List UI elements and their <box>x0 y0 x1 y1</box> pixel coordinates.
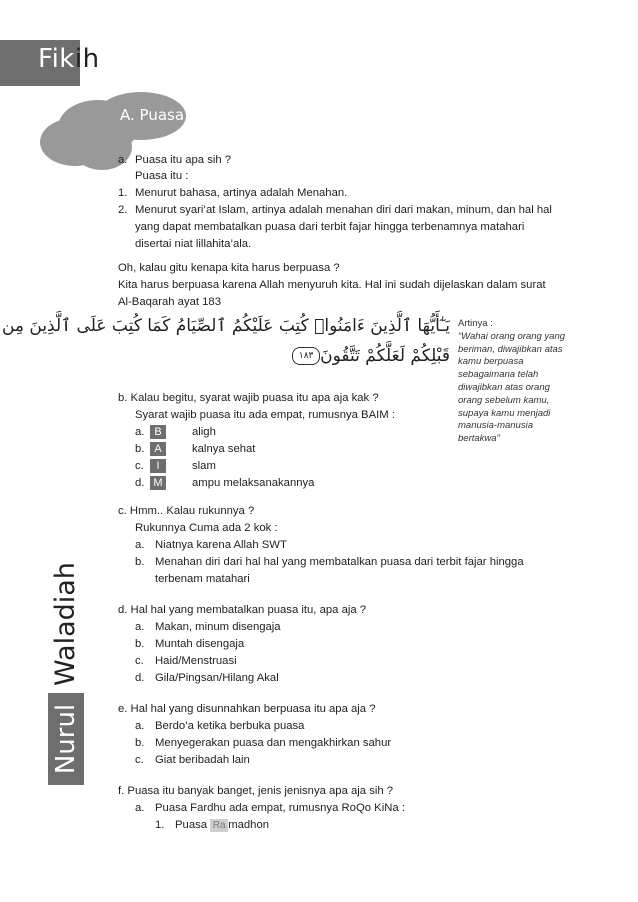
acronym-letter: M <box>150 476 166 490</box>
list-marker: 1. <box>155 819 165 831</box>
translation-line: beriman, diwajibkan atas <box>458 343 563 355</box>
question: e. Hal hal yang disunnahkan berpuasa itu apa aja ? <box>118 703 376 715</box>
list-item: Giat beribadah lain <box>155 754 250 766</box>
side-label-nurul: Nurul <box>51 703 81 775</box>
list-item: slam <box>192 460 216 472</box>
list-marker: a. <box>135 802 145 814</box>
translation-line: “Wahai orang orang yang <box>458 330 566 342</box>
verse-line-1: يَـٰٓأَيُّهَا ٱلَّذِينَ ءَامَنُوا۟ كُتِبَ عَلَيْكُمُ ٱلصِّيَامُ كَمَا كُتِبَ عَلَى ٱلَّذِينَ مِن <box>1 316 450 336</box>
list-item: disertai niat lillahita’ala. <box>135 238 252 250</box>
chapter-title <box>38 44 100 74</box>
list-marker: a. <box>135 720 145 732</box>
list-marker: b. <box>135 638 145 650</box>
list-item-prefix: Puasa <box>175 819 208 831</box>
paragraph-line: Kita harus berpuasa karena Allah menyuruh kita. Hal ini sudah dijelaskan dalam surat <box>118 279 546 291</box>
translation-note <box>458 318 593 446</box>
list-item: Muntah disengaja <box>155 638 245 650</box>
list-item: ampu melaksanakannya <box>192 477 315 489</box>
list-item: Menyegerakan puasa dan mengakhirkan sahur <box>155 737 392 749</box>
paragraph-line: Al-Baqarah ayat 183 <box>118 296 221 308</box>
question: d. Hal hal yang membatalkan puasa itu, apa aja ? <box>118 604 367 616</box>
translation-line: kamu berpuasa <box>458 356 524 368</box>
list-marker: a. <box>135 621 145 633</box>
list-marker: c. <box>135 655 144 667</box>
list-item: Puasa itu : <box>135 170 189 182</box>
list-marker: d. <box>135 672 145 684</box>
list-item: Berdo’a ketika berbuka puasa <box>155 720 305 732</box>
list-marker: 1. <box>118 187 128 199</box>
list-item: Makan, minum disengaja <box>155 621 281 633</box>
quran-verse <box>1 312 450 374</box>
acronym-letter: A <box>150 442 166 456</box>
list-marker: d. <box>135 477 145 489</box>
list-marker: 2. <box>118 204 128 216</box>
question: b. Kalau begitu, syarat wajib puasa itu apa aja kak ? <box>118 392 379 404</box>
list-item: aligh <box>192 426 216 438</box>
answer: Rukunnya Cuma ada 2 kok : <box>135 522 278 534</box>
translation-line: diwajibkan atas orang <box>458 381 550 393</box>
chapter-title-dark: ih <box>74 44 100 74</box>
section-title: A. Puasa <box>120 106 185 124</box>
paragraph-line: Oh, kalau gitu kenapa kita harus berpuasa ? <box>118 262 340 274</box>
list-marker: a. <box>135 426 145 438</box>
ayah-number: ١٨٣ <box>292 347 320 365</box>
answer: Syarat wajib puasa itu ada empat, rumusnya BAIM : <box>135 409 395 421</box>
side-label-waladiah: Waladiah <box>50 562 81 686</box>
list-item <box>175 817 269 833</box>
translation-line: sebagaimana telah <box>458 369 539 381</box>
list-item: Puasa itu apa sih ? <box>135 154 232 166</box>
list-item: Gila/Pingsan/Hilang Akal <box>155 672 279 684</box>
list-marker: b. <box>135 556 145 568</box>
verse-line-2-text: قَبْلِكُمْ لَعَلَّكُمْ تَتَّقُونَ <box>320 346 450 366</box>
answer: Puasa Fardhu ada empat, rumusnya RoQo KiNa : <box>155 802 405 814</box>
list-marker: a. <box>135 539 145 551</box>
translation-line: orang sebelum kamu, <box>458 394 550 406</box>
list-item: Niatnya karena Allah SWT <box>155 539 287 551</box>
verse-line-2 <box>286 342 450 370</box>
list-marker: b. <box>135 443 145 455</box>
question: f. Puasa itu banyak banget, jenis jenisnya apa aja sih ? <box>118 785 394 797</box>
list-item: Menurut syari’at Islam, artinya adalah menahan diri dari makan, minum, dan hal hal <box>135 204 552 216</box>
list-marker: c. <box>135 460 144 472</box>
translation-line: supaya kamu menjadi <box>458 407 551 419</box>
list-marker: a. <box>118 154 128 166</box>
chapter-title-light: Fik <box>38 44 75 74</box>
list-item: Menurut bahasa, artinya adalah Menahan. <box>135 187 348 199</box>
translation-line: bertakwa” <box>458 433 500 445</box>
acronym-letter: Ra <box>210 819 228 832</box>
acronym-letter: B <box>150 425 166 439</box>
list-marker: c. <box>135 754 144 766</box>
translation-label: Artinya : <box>458 318 493 329</box>
question: c. Hmm.. Kalau rukunnya ? <box>118 505 255 517</box>
list-item: kalnya sehat <box>192 443 256 455</box>
acronym-letter: I <box>150 459 166 473</box>
list-marker: b. <box>135 737 145 749</box>
list-item: Haid/Menstruasi <box>155 655 237 667</box>
list-item: terbenam matahari <box>155 573 250 585</box>
list-item-suffix: madhon <box>228 819 270 831</box>
translation-line: manusia-manusia <box>458 420 533 432</box>
list-item: yang dapat membatalkan puasa dari terbit fajar hingga terbenamnya matahari <box>135 221 525 233</box>
list-item: Menahan diri dari hal hal yang membatalkan puasa dari terbit fajar hingga <box>155 556 524 568</box>
